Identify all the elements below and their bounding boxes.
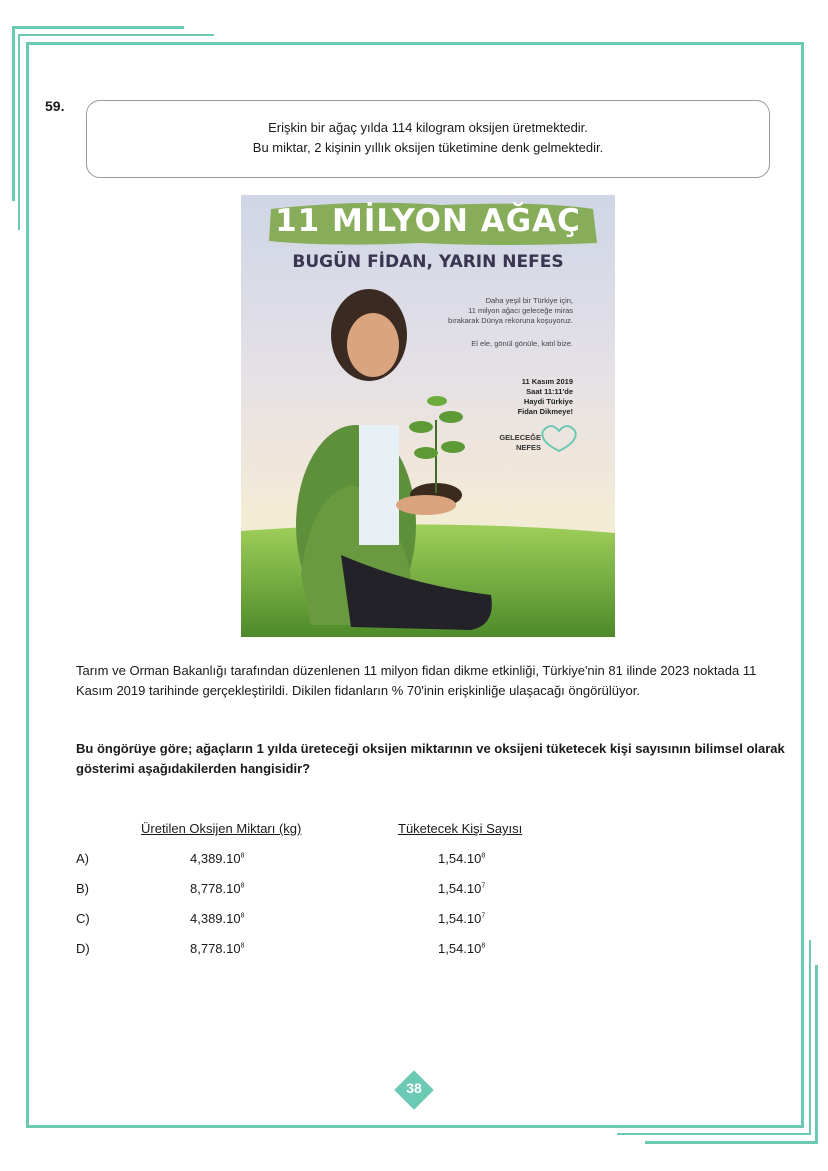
poster-message-line: bırakarak Dünya rekoruna koşuyoruz.	[447, 316, 573, 325]
poster-logo-line: GELECEĞE	[499, 433, 541, 442]
option-b-oxygen-base: 8,778.10	[190, 881, 241, 896]
option-d-people-exp: 8	[481, 942, 486, 950]
frame-left-line-2	[18, 34, 20, 230]
option-c-oxygen-base: 4,389.10	[190, 911, 241, 926]
hands-shape	[396, 495, 456, 515]
option-a-oxygen-base: 4,389.10	[190, 851, 241, 866]
page-number: 38	[406, 1080, 422, 1096]
option-a-people-base: 1,54.10	[438, 851, 482, 866]
option-c-people-base: 1,54.10	[438, 911, 482, 926]
option-d-people-base: 1,54.10	[438, 941, 482, 956]
frame-top-line	[12, 26, 184, 29]
poster-title: 11 MİLYON AĞAÇ	[275, 203, 581, 239]
option-c-people	[438, 911, 485, 926]
info-line-2: Bu miktar, 2 kişinin yıllık oksijen tüketimine denk gelmektedir.	[252, 140, 604, 155]
poster-logo-text	[491, 433, 541, 453]
frame-top-line-3	[26, 42, 804, 45]
question-paragraph: Tarım ve Orman Bakanlığı tarafından düzenlenen 11 milyon fidan dikme etkinliği, Türkiye'nin 81 ilinde 2023 noktada 11 Kasım 2019 tarihinde gerçekleştirildi. Dikilen fidanların % 70'inin erişkinliğe ulaşacağı öngörülüyor.	[76, 663, 757, 698]
poster-date	[443, 377, 573, 417]
option-d-oxygen-base: 8,778.10	[190, 941, 241, 956]
frame-right-line-2	[809, 940, 811, 1135]
campaign-poster	[241, 195, 615, 637]
frame-bottom-line	[26, 1125, 804, 1128]
frame-right-line	[801, 42, 804, 1127]
poster-logo-line: NEFES	[515, 443, 541, 452]
option-c-oxygen	[190, 911, 245, 926]
option-b-oxygen	[190, 881, 245, 896]
oxygen-column-header: Üretilen Oksijen Miktarı (kg)	[141, 821, 302, 836]
frame-left-line	[12, 26, 15, 201]
frame-top-line-2	[18, 34, 214, 36]
option-a-people-exp: 8	[481, 852, 486, 860]
option-c-label[interactable]: C)	[76, 911, 90, 926]
question-number: 59.	[45, 98, 65, 114]
poster-message-line: Daha yeşil bir Türkiye için,	[485, 296, 573, 305]
poster-date-line: Fidan Dikmeye!	[517, 407, 573, 416]
heart-leaf-icon	[542, 426, 575, 451]
poster-date-line: 11 Kasım 2019	[521, 377, 573, 386]
frame-bottom-line-3	[645, 1141, 818, 1144]
question-prompt: Bu öngörüye göre; ağaçların 1 yılda üreteceği oksijen miktarının ve oksijeni tüketecek kişi sayısının bilimsel olarak gösterimi aşağıdakilerden hangisidir?	[76, 741, 785, 776]
option-d-people	[438, 941, 485, 956]
poster-date-line: Haydi Türkiye	[523, 397, 573, 406]
poster-slogan: El ele, gönül gönüle, katıl bize.	[471, 339, 573, 348]
option-c-people-exp: 7	[481, 912, 486, 920]
frame-left-line-3	[26, 42, 29, 1127]
option-a-people	[438, 851, 485, 866]
poster-subtitle: BUGÜN FİDAN, YARIN NEFES	[292, 252, 564, 272]
option-d-label[interactable]: D)	[76, 941, 90, 956]
option-b-people-base: 1,54.10	[438, 881, 482, 896]
option-b-oxygen-exp: 8	[240, 882, 245, 890]
frame-right-line-3	[815, 965, 818, 1143]
option-d-oxygen	[190, 941, 245, 956]
option-b-label[interactable]: B)	[76, 881, 89, 896]
poster-date-line: Saat 11:11'de	[526, 387, 573, 396]
info-line-1: Erişkin bir ağaç yılda 114 kilogram oksijen üretmektedir.	[268, 120, 588, 135]
info-box	[86, 100, 770, 178]
option-b-people	[438, 881, 485, 896]
option-a-oxygen-exp: 8	[240, 852, 245, 860]
people-column-header: Tüketecek Kişi Sayısı	[398, 821, 523, 836]
shirt-shape	[359, 425, 399, 545]
poster-message-line: 11 milyon ağacı geleceğe miras	[468, 306, 573, 315]
option-a-oxygen	[190, 851, 245, 866]
poster-message	[383, 296, 573, 326]
option-a-label[interactable]: A)	[76, 851, 89, 866]
option-b-people-exp: 7	[481, 882, 486, 890]
option-d-oxygen-exp: 8	[240, 942, 245, 950]
frame-bottom-line-2	[617, 1133, 811, 1135]
option-c-oxygen-exp: 8	[240, 912, 245, 920]
